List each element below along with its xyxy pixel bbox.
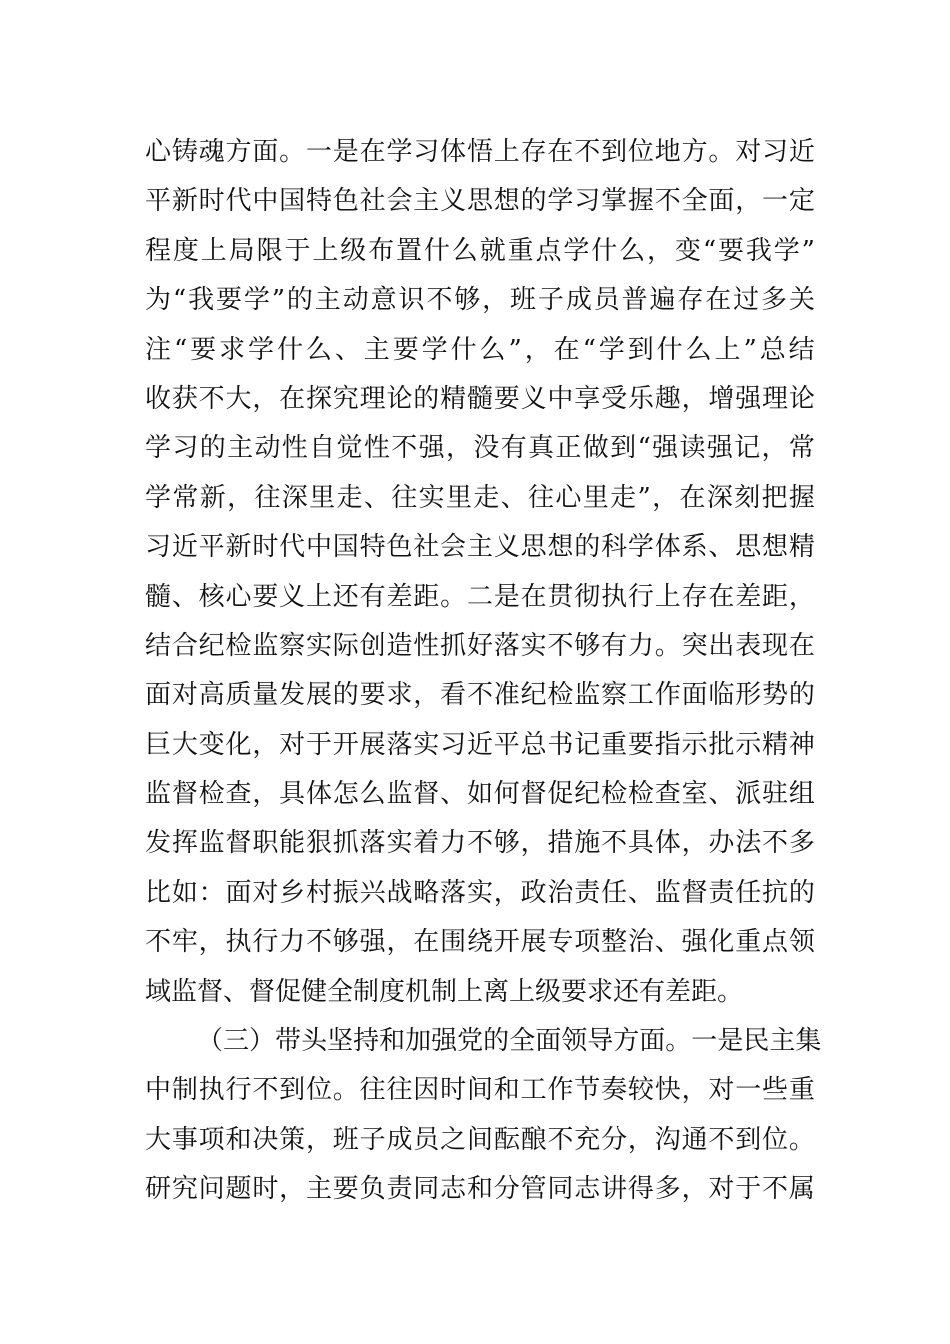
text-line-18: 域监督、督促健全制度机制上离上级要求还有差距。 [145, 976, 744, 1007]
text-line-2: 平 新 时 代 中 国 特 色 社 会 主 义 思 想 的 学 习 掌 握 不 全 面 ， 一 定 [145, 186, 815, 217]
text-line-6: 收 获 不 大 ， 在 探 究 理 论 的 精 髓 要 义 中 享 受 乐 趣 ， 增 强 理 论 [145, 383, 815, 414]
text-line-16: 比 如 ： 面 对 乡 村 振 兴 战 略 落 实 ， 政 治 责 任 、 监 督 责 任 抗 的 [145, 877, 815, 908]
text-line-5: 注 “ 要 求 学 什 么 、 主 要 学 什 么 ” ， 在 “ 学 到 什 么 上 ” 总 结 [145, 334, 815, 365]
text-line-1: 心 铸 魂 方 面 。 一 是 在 学 习 体 悟 上 存 在 不 到 位 地 方 。 对 习 近 [145, 137, 815, 167]
text-line-15: 发 挥 监 督 职 能 狠 抓 落 实 着 力 不 够 ， 措 施 不 具 体 ， 办 法 不 多 [145, 828, 815, 859]
text-line-3: 程 度 上 局 限 于 上 级 布 置 什 么 就 重 点 学 什 么 ， 变 “ 要 我 学 ” [145, 235, 815, 266]
text-line-7: 学 习 的 主 动 性 自 觉 性 不 强 ， 没 有 真 正 做 到 “ 强 读 强 记 ， 常 [145, 433, 815, 464]
text-line-11: 结 合 纪 检 监 察 实 际 创 造 性 抓 好 落 实 不 够 有 力 。 突 出 表 现 在 [145, 630, 815, 661]
text-line-10: 髓 、 核 心 要 义 上 还 有 差 距 。 二 是 在 贯 彻 执 行 上 存 在 差 距 ， [145, 581, 815, 612]
text-line-4: 为 “ 我 要 学 ” 的 主 动 意 识 不 够 ， 班 子 成 员 普 遍 存 在 过 多 关 [145, 285, 815, 316]
text-line-17: 不 牢 ， 执 行 力 不 够 强 ， 在 围 绕 开 展 专 项 整 治 、 强 化 重 点 领 [145, 927, 815, 958]
text-line-8: 学 常 新 ， 往 深 里 走 、 往 实 里 走 、 往 心 里 走 ” ， 在 深 刻 把 握 [145, 482, 815, 513]
text-line-14: 监 督 检 查 ， 具 体 怎 么 监 督 、 如 何 督 促 纪 检 检 查 室 、 派 驻 组 [145, 779, 815, 810]
text-line-12: 面 对 高 质 量 发 展 的 要 求 ， 看 不 准 纪 检 监 察 工 作 面 临 形 势 的 [145, 680, 815, 711]
text-line-19: （ 三 ） 带 头 坚 持 和 加 强 党 的 全 面 领 导 方 面 。 一 是 民 主 集 [197, 1026, 822, 1057]
text-line-9: 习 近 平 新 时 代 中 国 特 色 社 会 主 义 思 想 的 科 学 体 系 、 思 想 精 [145, 532, 815, 563]
body-text [145, 128, 822, 1215]
text-line-13: 巨 大 变 化 ， 对 于 开 展 落 实 习 近 平 总 书 记 重 要 指 示 批 示 精 神 [145, 729, 815, 760]
text-line-21: 大 事 项 和 决 策 ， 班 子 成 员 之 间 酝 酿 不 充 分 ， 沟 通 不 到 位 。 [145, 1124, 815, 1155]
text-line-22: 研 究 问 题 时 ， 主 要 负 责 同 志 和 分 管 同 志 讲 得 多 ， 对 于 不 属 [145, 1174, 815, 1205]
text-line-20: 中 制 执 行 不 到 位 。 往 往 因 时 间 和 工 作 节 奏 较 快 ， 对 一 些 重 [145, 1075, 815, 1106]
